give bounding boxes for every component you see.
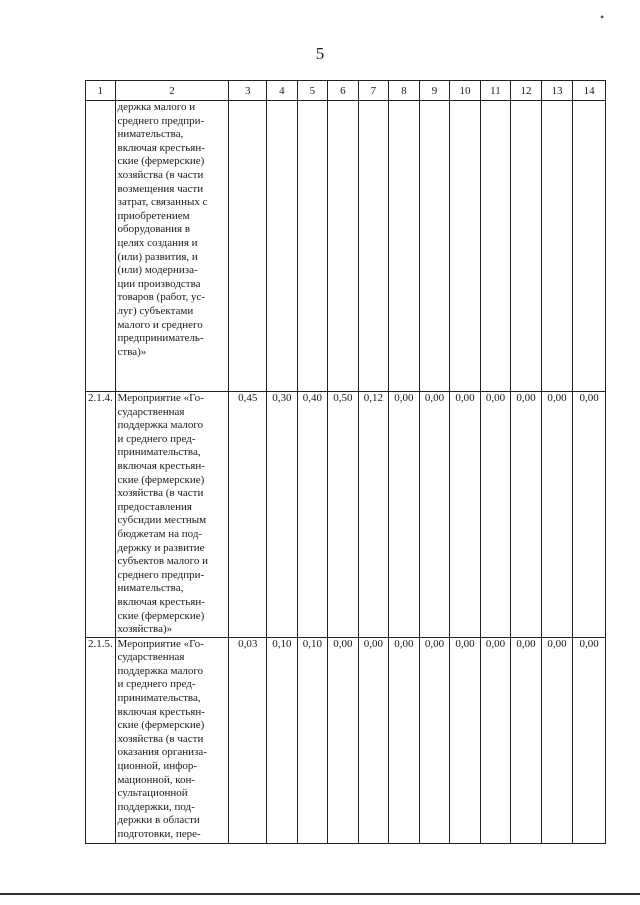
column-header: 3	[229, 81, 267, 101]
column-header: 2	[115, 81, 229, 101]
value-cell: 0,00	[541, 392, 573, 638]
value-cell	[328, 101, 359, 392]
value-cell: 0,45	[229, 392, 267, 638]
column-header: 10	[450, 81, 481, 101]
value-cell	[229, 101, 267, 392]
value-cell: 0,00	[480, 637, 511, 843]
value-cell	[511, 101, 542, 392]
value-cell: 0,00	[450, 392, 481, 638]
value-cell: 0,50	[328, 392, 359, 638]
value-cell: 0,00	[419, 392, 450, 638]
value-cell	[389, 101, 420, 392]
value-cell: 0,00	[328, 637, 359, 843]
column-header: 7	[358, 81, 389, 101]
value-cell: 0,10	[267, 637, 298, 843]
value-cell: 0,00	[480, 392, 511, 638]
scan-bottom-edge	[0, 893, 640, 895]
column-header: 9	[419, 81, 450, 101]
page-number: 5	[315, 44, 325, 63]
header-row	[86, 81, 606, 101]
table-row	[86, 101, 606, 392]
value-cell	[541, 101, 573, 392]
value-cell	[573, 101, 606, 392]
value-cell	[480, 101, 511, 392]
value-cell: 0,00	[511, 392, 542, 638]
column-header: 5	[297, 81, 328, 101]
value-cell	[297, 101, 328, 392]
scan-mark: •	[600, 10, 605, 24]
value-cell: 0,00	[573, 392, 606, 638]
column-header: 4	[267, 81, 298, 101]
column-header: 1	[86, 81, 116, 101]
row-description: Мероприятие «Го- сударственная поддержка малого и среднего пред- принимательства, включая крестьян- ские (фермерские) хозяйства (в части оказания организа- ционной, инфор- мационной, кон- сультационной поддержки, под- держки в области подготовки, пере-	[115, 637, 229, 843]
row-description: Мероприятие «Го- сударственная поддержка малого и среднего пред- принимательства, включая крестьян- ские (фермерские) хозяйства (в части предоставления субсидии местным бюджетам на под- держку и развитие субъектов малого и среднего предпри- нимательства, включая крестьян- ские (фермерские) хозяйства)»	[115, 392, 229, 638]
column-header: 11	[480, 81, 511, 101]
value-cell: 0,00	[389, 392, 420, 638]
value-cell	[419, 101, 450, 392]
value-cell	[267, 101, 298, 392]
value-cell: 0,00	[541, 637, 573, 843]
column-header: 12	[511, 81, 542, 101]
value-cell: 0,30	[267, 392, 298, 638]
column-header: 13	[541, 81, 573, 101]
value-cell: 0,00	[450, 637, 481, 843]
value-cell	[358, 101, 389, 392]
value-cell: 0,00	[573, 637, 606, 843]
value-cell: 0,12	[358, 392, 389, 638]
row-description: держка малого и среднего предпри- нимательства, включая крестьян- ские (фермерские) хозяйства (в части возмещения части затрат, связанных с приобретением оборудования в целях создания и (или) развития, и (или) модерниза- ции производства товаров (работ, ус- луг) субъектами малого и среднего предприниматель- ства)»	[115, 101, 229, 392]
column-header: 6	[328, 81, 359, 101]
value-cell: 0,00	[389, 637, 420, 843]
value-cell: 0,10	[297, 637, 328, 843]
table-row	[86, 637, 606, 843]
value-cell: 0,00	[419, 637, 450, 843]
row-code: 2.1.4.	[86, 392, 116, 638]
column-header: 8	[389, 81, 420, 101]
column-header: 14	[573, 81, 606, 101]
value-cell	[450, 101, 481, 392]
row-code	[86, 101, 116, 392]
row-code: 2.1.5.	[86, 637, 116, 843]
value-cell: 0,40	[297, 392, 328, 638]
value-cell: 0,03	[229, 637, 267, 843]
value-cell: 0,00	[358, 637, 389, 843]
table-row	[86, 392, 606, 638]
value-cell: 0,00	[511, 637, 542, 843]
indicators-table	[85, 80, 606, 844]
